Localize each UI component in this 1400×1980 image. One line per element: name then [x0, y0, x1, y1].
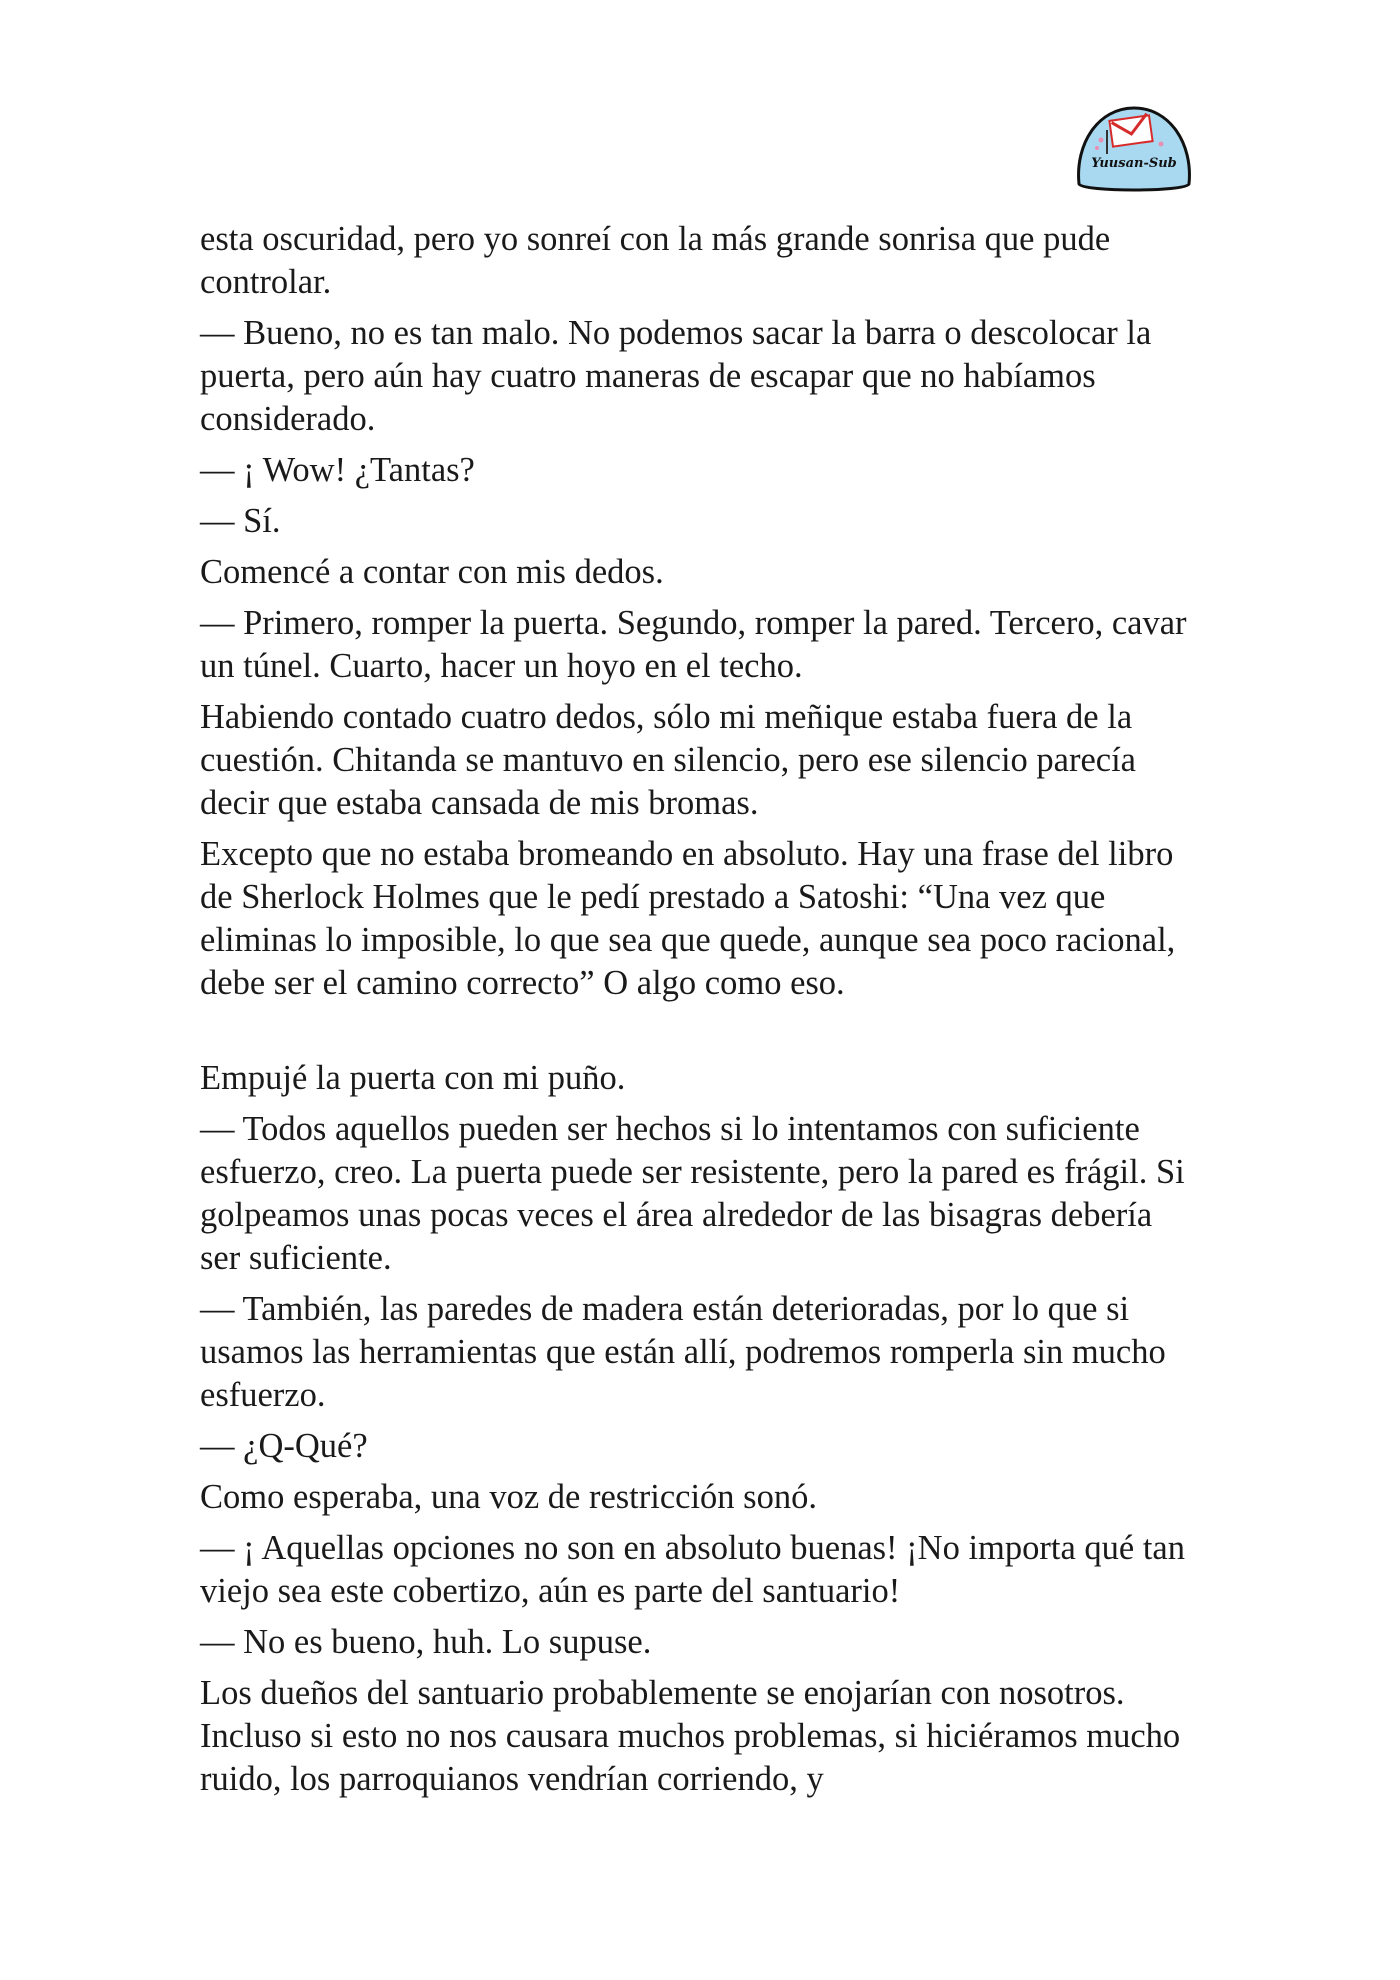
paragraph: Excepto que no estaba bromeando en absoluto. Hay una frase del libro de Sherlock Holmes que le pedí prestado a Satoshi: “Una vez que eliminas lo imposible, lo que sea que quede, aunque sea poco racional, debe ser el camino correcto” O algo como eso.	[200, 835, 1176, 1002]
paragraph: — También, las paredes de madera están deterioradas, por lo que si usamos las herramientas que están allí, podremos romperla sin mucho esfuerzo.	[200, 1290, 1166, 1414]
paragraph: — Sí.	[200, 502, 281, 540]
logo-text: Yuusan-Sub	[1091, 156, 1177, 171]
paragraph: — No es bueno, huh. Lo supuse.	[200, 1623, 652, 1661]
paragraph: Como esperaba, una voz de restricción sonó.	[200, 1478, 817, 1516]
paragraph: Habiendo contado cuatro dedos, sólo mi meñique estaba fuera de la cuestión. Chitanda se mantuvo en silencio, pero ese silencio parecía decir que estaba cansada de mis bromas.	[200, 698, 1136, 822]
paragraph: Comencé a contar con mis dedos.	[200, 553, 664, 591]
paragraph: — ¡ Aquellas opciones no son en absoluto buenas! ¡No importa qué tan viejo sea este cobertizo, aún es parte del santuario!	[200, 1529, 1185, 1610]
yuusan-sub-logo	[1073, 104, 1195, 194]
paragraph: Los dueños del santuario probablemente se enojarían con nosotros. Incluso si esto no nos causara muchos problemas, si hiciéramos mucho ruido, los parroquianos vendrían corriendo, y	[200, 1674, 1181, 1798]
paragraph: — ¡ Wow! ¿Tantas?	[200, 451, 475, 489]
body-text	[200, 218, 1200, 1809]
paragraph: Empujé la puerta con mi puño.	[200, 1059, 626, 1097]
envelope-heart-icon	[1073, 104, 1195, 194]
paragraph: — Bueno, no es tan malo. No podemos sacar la barra o descolocar la puerta, pero aún hay cuatro maneras de escapar que no habíamos considerado.	[200, 314, 1152, 438]
paragraph: esta oscuridad, pero yo sonreí con la más grande sonrisa que pude controlar.	[200, 220, 1111, 301]
paragraph: — Todos aquellos pueden ser hechos si lo intentamos con suficiente esfuerzo, creo. La puerta puede ser resistente, pero la pared es frágil. Si golpeamos unas pocas veces el área alrededor de las bisagras debería ser suficiente.	[200, 1110, 1185, 1277]
paragraph: — Primero, romper la puerta. Segundo, romper la pared. Tercero, cavar un túnel. Cuarto, hacer un hoyo en el techo.	[200, 604, 1187, 685]
paragraph: — ¿Q-Qué?	[200, 1427, 368, 1465]
